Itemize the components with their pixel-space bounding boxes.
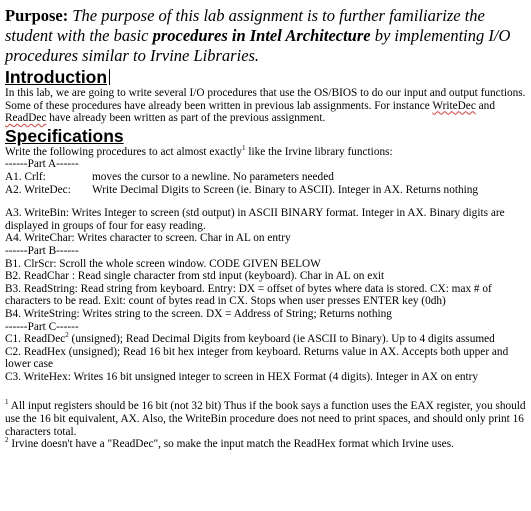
intro-readdec: ReadDec bbox=[5, 112, 47, 125]
spec-c1-sup: 2 bbox=[65, 331, 69, 340]
footnote-2 bbox=[5, 438, 526, 451]
spacer bbox=[5, 383, 526, 394]
spec-a3: A3. WriteBin: Writes Integer to screen (std output) in ASCII BINARY format. Integer in AX. Binary digits are displayed in groups of four for easy reading. bbox=[5, 207, 505, 232]
spec-a2 bbox=[5, 184, 526, 197]
spec-c2: C2. ReadHex (unsigned); Read 16 bit hex integer from keyboard. Returns value in AX. Accepts both upper and lower case bbox=[5, 345, 509, 371]
intro-text-1: In this lab, we are going to write several I/O procedures that use the OS/BIOS to do our input and output functions. Some of these procedures have already been written in previous lab assignments. For instance bbox=[5, 87, 526, 112]
spec-b4: B4. WriteString: Writes string to the screen. DX = Address of String; Returns nothing bbox=[5, 307, 392, 320]
part-a-marker: ------Part A------ bbox=[5, 158, 79, 171]
spacer bbox=[5, 196, 526, 207]
spec-a1-name: A1. Crlf: bbox=[5, 170, 46, 183]
part-b-marker: ------Part B------ bbox=[5, 244, 79, 257]
spec-intro-sup: 1 bbox=[242, 144, 246, 153]
purpose-label: Purpose: bbox=[5, 6, 69, 25]
introduction-heading-text: Introduction bbox=[5, 67, 108, 87]
spec-a2-name: A2. WriteDec: bbox=[5, 183, 71, 196]
introduction-heading bbox=[5, 67, 526, 87]
spec-intro-a: Write the following procedures to act almost exactly bbox=[5, 145, 243, 158]
spec-a4: A4. WriteChar: Writes character to screen. Char in AL on entry bbox=[5, 232, 291, 245]
spec-a2-desc: Write Decimal Digits to Screen (ie. Binary to ASCII). Integer in AX. Returns nothing bbox=[92, 183, 479, 196]
spec-a1-desc: moves the cursor to a newline. No parameters needed bbox=[92, 170, 334, 183]
spec-c1-b: (unsigned); Read Decimal Digits from keyboard (ie ASCII to Binary). Up to 4 digits assumed bbox=[68, 333, 495, 346]
intro-and: and bbox=[475, 99, 495, 112]
footnote-1-sup: 1 bbox=[5, 398, 9, 407]
purpose-bold: procedures in Intel Architecture bbox=[152, 26, 371, 45]
spec-b3: B3. ReadString: Read string from keyboard. Entry: DX = offset of bytes where data is stored. CX: max # of characters to be read. Exit: count of bytes read in CX. Stops when user presses ENTER key (0dh) bbox=[5, 282, 492, 308]
intro-text-2: have already been written as part of the previous assignment. bbox=[46, 112, 326, 125]
spec-c3: C3. WriteHex: Writes 16 bit unsigned integer to screen in HEX Format (4 digits). Integer in AX on entry bbox=[5, 370, 479, 383]
footnote-1 bbox=[5, 400, 526, 438]
intro-writedec: WriteDec bbox=[432, 99, 476, 112]
spec-intro bbox=[5, 146, 526, 159]
spec-c1-a: C1. ReadDec bbox=[5, 333, 66, 346]
specifications-heading: Specifications bbox=[5, 125, 124, 146]
purpose-text-a: The purpose of this lab assignment is to further familiarize the student with the basic bbox=[5, 6, 485, 45]
purpose-text-b: by implementing I/O procedures similar to Irvine Libraries. bbox=[5, 26, 511, 65]
spec-a1 bbox=[5, 171, 526, 184]
footnote-2-sup: 2 bbox=[5, 436, 9, 445]
spec-b2: B2. ReadChar : Read single character from std input (keyboard). Char in AL on exit bbox=[5, 270, 385, 283]
spec-intro-b: like the Irvine library functions: bbox=[245, 145, 393, 158]
purpose-paragraph bbox=[5, 6, 526, 66]
spec-c1 bbox=[5, 333, 526, 346]
text-cursor bbox=[109, 69, 110, 85]
footnote-1-text: All input registers should be 16 bit (not 32 bit) Thus if the book says a function uses the EAX register, you should use the 16 bit equivalent, AX. Also, the WriteBin procedure does not need to print spaces, and should only print 16 characters total. bbox=[5, 400, 526, 438]
introduction-paragraph bbox=[5, 87, 526, 125]
footnote-2-text: Irvine doesn't have a "ReadDec", so make the input match the ReadHex format which Irvine uses. bbox=[8, 438, 454, 451]
spec-b1: B1. ClrScr: Scroll the whole screen window. CODE GIVEN BELOW bbox=[5, 257, 321, 270]
part-c-marker: ------Part C------ bbox=[5, 320, 79, 333]
